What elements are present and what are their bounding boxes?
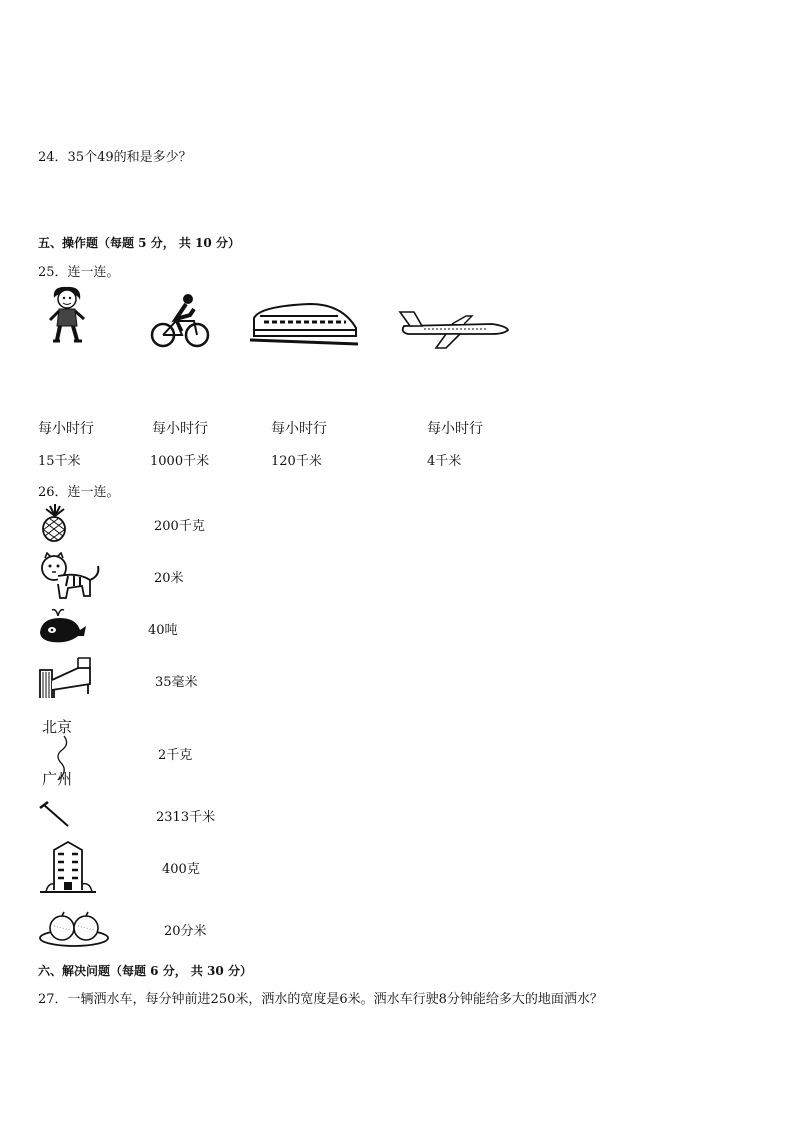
speed-label-4: 每小时行: [427, 421, 483, 437]
question-27: 27．一辆洒水车，每分钟前进250米，洒水的宽度是6米。洒水车行驶8分钟能给多大的地面洒水？: [38, 992, 603, 1007]
speed-value-2: 1000千米: [150, 454, 210, 469]
speed-label-3: 每小时行: [271, 421, 327, 437]
bed-image: [38, 654, 92, 700]
cyclist-image: [150, 291, 210, 349]
question-26-title: 26．连一连。: [38, 485, 120, 500]
building-image: [38, 838, 98, 894]
speed-value-3: 120千米: [271, 454, 322, 469]
airplane-image: [396, 308, 510, 350]
section-6-heading: 六、解决问题（每题 6 分， 共 30 分）: [38, 964, 252, 978]
tiger-image: [38, 552, 102, 600]
pineapple-image: [38, 504, 72, 542]
map-label-guangzhou: 广州: [42, 770, 73, 788]
q26-value-8: 20分米: [164, 924, 207, 939]
nail-image: [38, 800, 72, 828]
q26-value-4: 35毫米: [155, 675, 198, 690]
section-5-heading: 五、操作题（每题 5 分， 共 10 分）: [38, 236, 240, 250]
high-speed-train-image: [250, 300, 358, 348]
q26-value-7: 400克: [162, 862, 200, 877]
q26-value-3: 40吨: [148, 623, 178, 638]
speed-value-1: 15千米: [38, 454, 81, 469]
q26-value-2: 20米: [154, 571, 184, 586]
question-24: 24．35个49的和是多少？: [38, 150, 192, 165]
map-label-beijing: 北京: [42, 718, 73, 736]
q26-value-1: 200千克: [154, 519, 205, 534]
fruit-plate-image: [38, 908, 110, 948]
speed-label-1: 每小时行: [38, 421, 94, 437]
q26-value-5: 2千克: [158, 748, 193, 763]
speed-label-2: 每小时行: [152, 421, 208, 437]
child-walking-image: [44, 284, 90, 346]
speed-value-4: 4千米: [427, 454, 462, 469]
question-25-title: 25．连一连。: [38, 265, 120, 280]
q26-value-6: 2313千米: [156, 810, 216, 825]
whale-image: [36, 606, 88, 646]
